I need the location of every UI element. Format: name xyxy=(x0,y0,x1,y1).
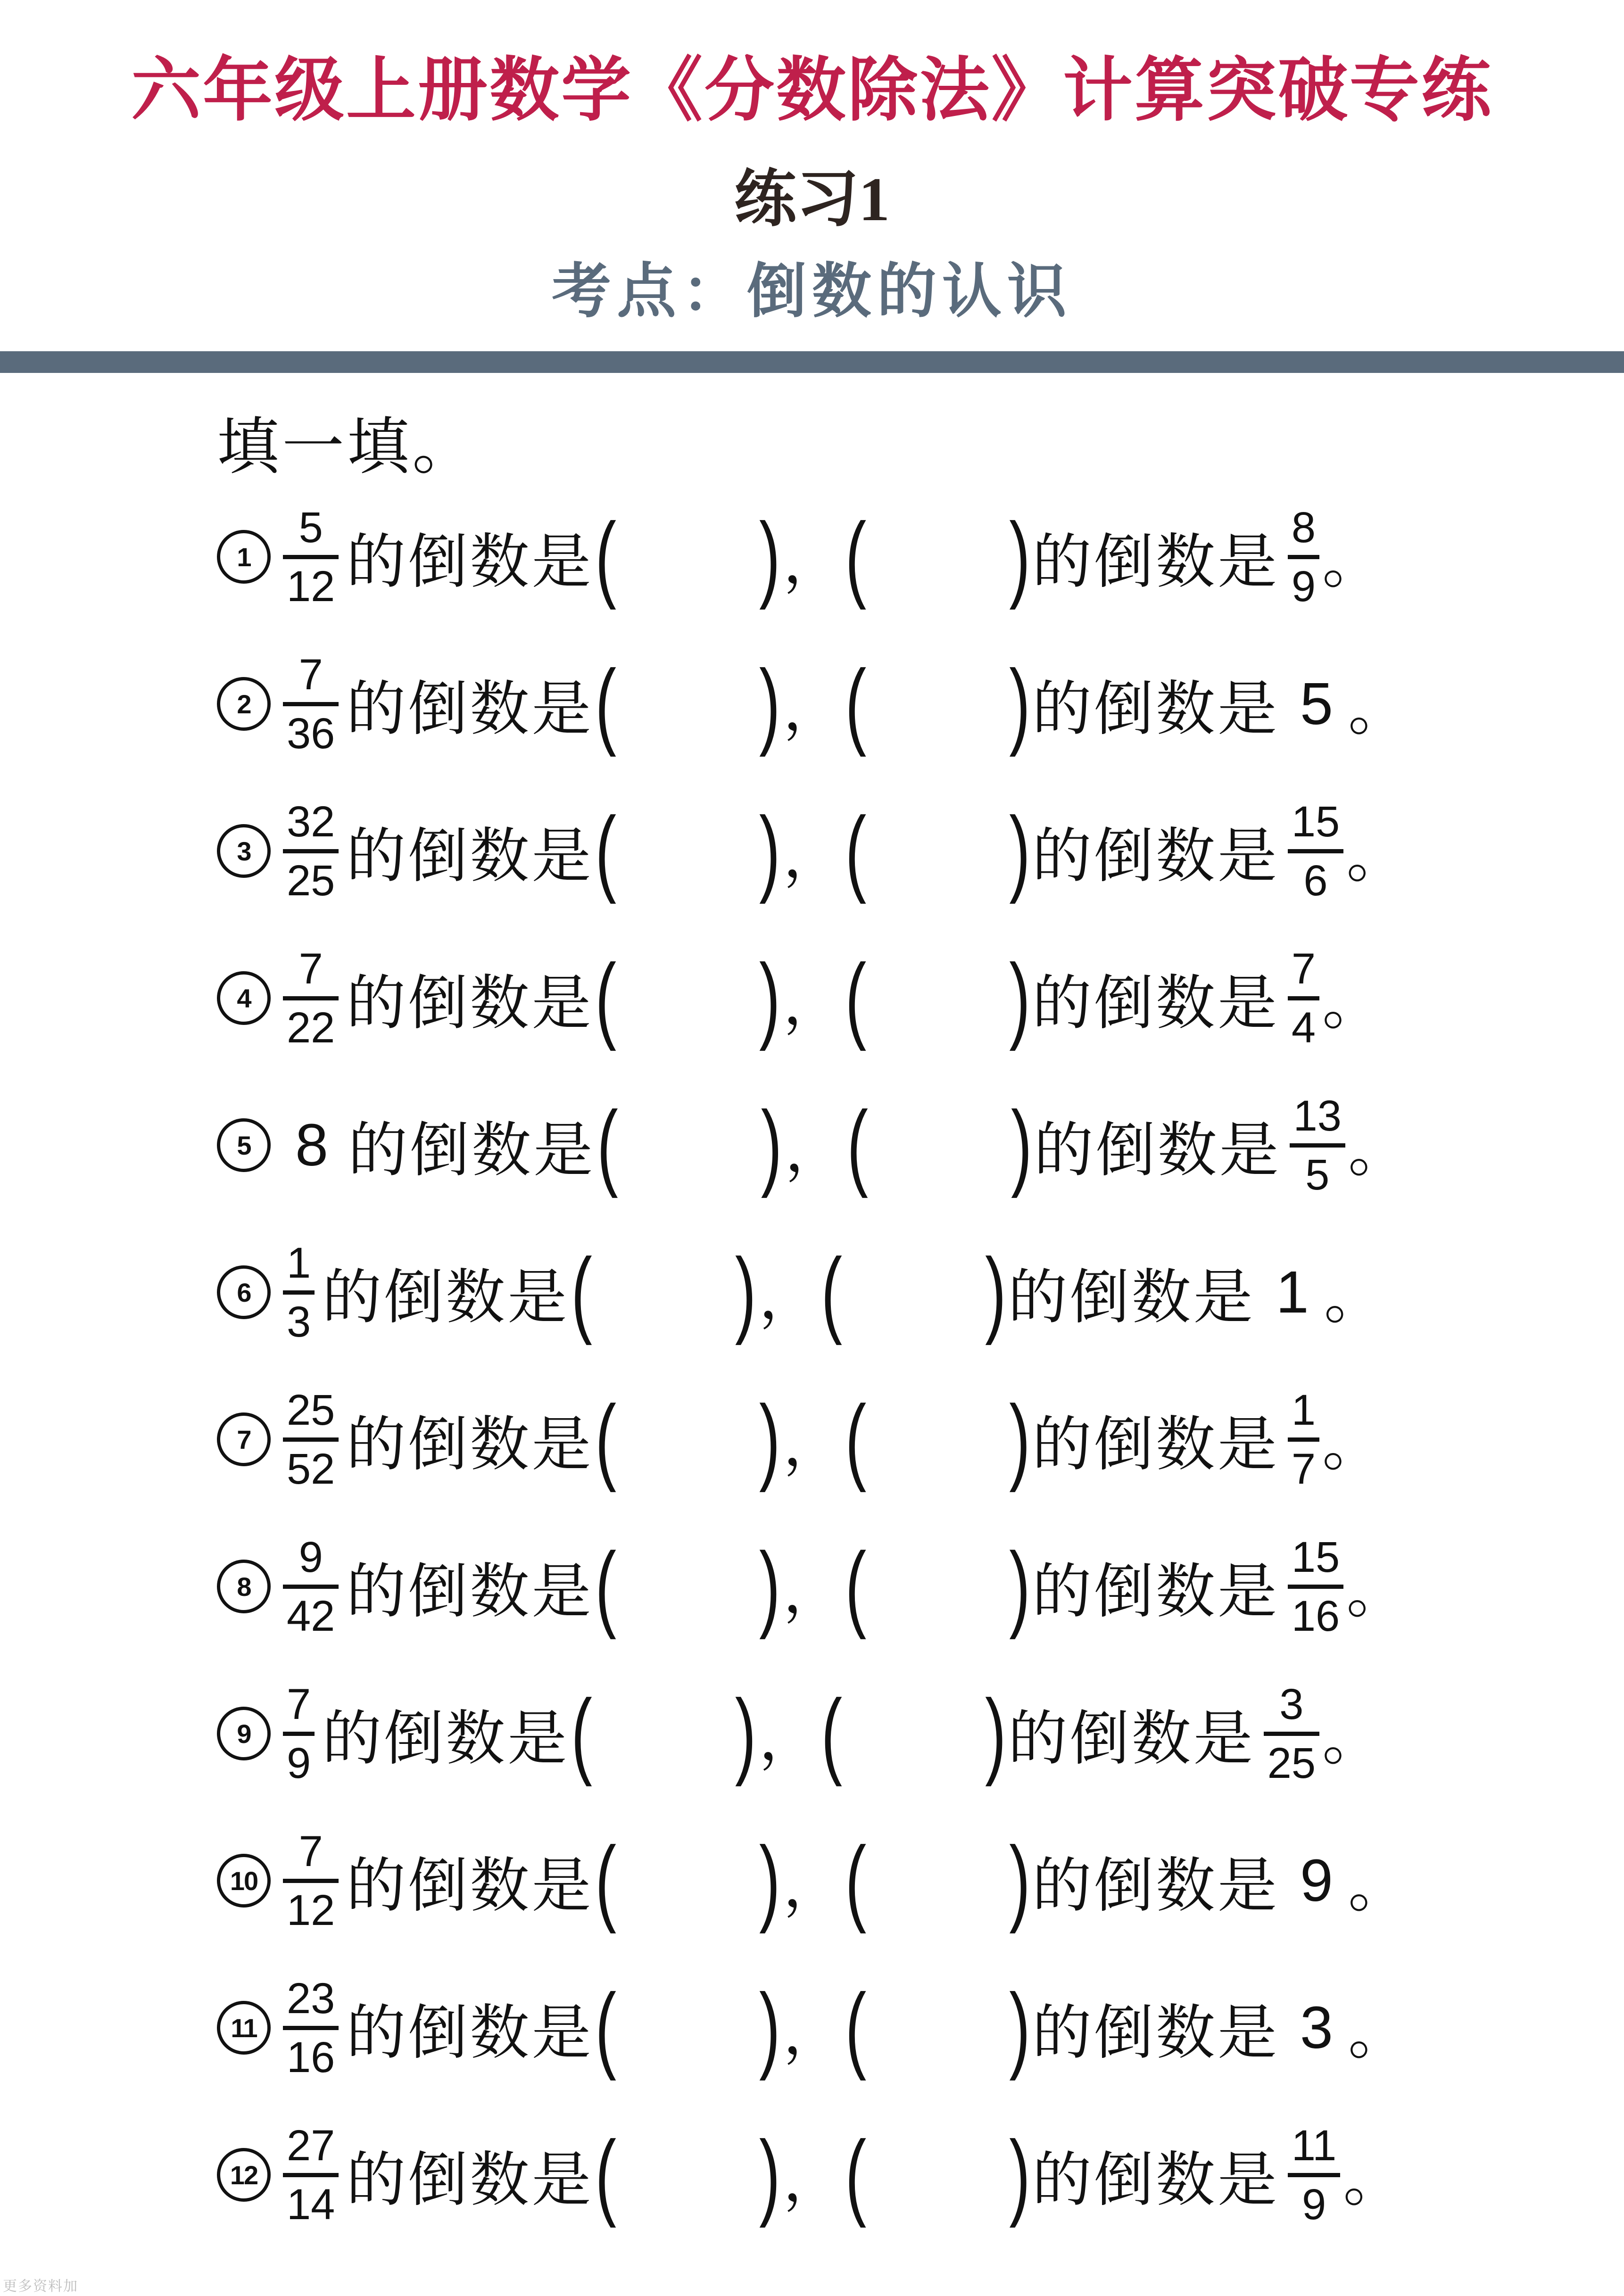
comma-separator: ， xyxy=(783,528,843,595)
reciprocal-text: 的倒数是 xyxy=(346,675,594,742)
open-paren: ( xyxy=(845,945,867,1052)
reciprocal-text: 的倒数是 xyxy=(346,528,594,595)
comma-separator: ， xyxy=(783,675,843,742)
close-paren: ) xyxy=(735,1680,756,1787)
close-paren: ) xyxy=(759,1386,780,1493)
fraction-bar xyxy=(1264,1732,1319,1736)
problem-number-badge: 3 xyxy=(217,824,271,878)
problem-row xyxy=(217,630,1624,777)
reciprocal-text: 的倒数是 xyxy=(1032,1852,1279,1919)
right-operand xyxy=(1288,797,1343,905)
problem-row xyxy=(217,925,1624,1072)
right-operand xyxy=(1288,670,1345,737)
left-operand-fraction xyxy=(283,650,339,758)
left-operand xyxy=(283,1388,339,1491)
right-operand xyxy=(1290,1091,1345,1199)
left-operand-fraction xyxy=(283,797,339,905)
problem-number-badge: 10 xyxy=(217,1854,271,1908)
reciprocal-text: 的倒数是 xyxy=(1032,1411,1279,1478)
exercise-number: 练习1 xyxy=(734,165,890,234)
fraction-numerator: 27 xyxy=(287,2121,335,2170)
reciprocal-text: 的倒数是 xyxy=(322,1264,570,1330)
fraction-bar xyxy=(283,702,339,706)
right-operand xyxy=(1288,944,1319,1052)
problem-number-badge: 1 xyxy=(217,530,271,584)
fraction-bar xyxy=(283,849,339,853)
close-paren: ) xyxy=(1011,1092,1032,1199)
period-mark: 。 xyxy=(1324,1264,1384,1330)
fraction-denominator: 9 xyxy=(1302,2180,1326,2229)
fraction-bar xyxy=(283,996,339,1000)
fraction-numerator: 5 xyxy=(298,503,323,552)
reciprocal-text: 的倒数是 xyxy=(348,1116,596,1183)
reciprocal-text: 的倒数是 xyxy=(346,1558,594,1625)
left-operand-fraction xyxy=(283,1388,339,1491)
comma-separator: ， xyxy=(783,1558,843,1625)
close-paren: ) xyxy=(759,945,780,1052)
problem-row xyxy=(217,1954,1624,2101)
right-operand-integer: 5 xyxy=(1300,670,1333,737)
fraction-numerator: 15 xyxy=(1291,1533,1340,1581)
comma-separator: ， xyxy=(783,2146,843,2213)
left-operand xyxy=(283,1112,340,1179)
fraction-numerator: 3 xyxy=(1279,1680,1304,1728)
open-paren: ( xyxy=(595,945,616,1052)
left-operand-integer: 8 xyxy=(295,1112,329,1179)
left-operand-fraction xyxy=(283,1974,339,2081)
period-mark: 。 xyxy=(1346,1558,1406,1625)
left-operand-fraction xyxy=(283,1241,315,1344)
open-paren: ( xyxy=(821,1239,843,1346)
fraction-numerator: 7 xyxy=(1291,944,1316,993)
open-paren: ( xyxy=(571,1239,592,1346)
reciprocal-text: 的倒数是 xyxy=(1032,675,1279,742)
watermark-text: 更多资料加 xyxy=(3,2279,78,2294)
open-paren: ( xyxy=(597,1092,618,1199)
open-paren: ( xyxy=(595,1827,616,1934)
fraction-numerator: 1 xyxy=(287,1239,311,1287)
right-operand xyxy=(1264,1680,1319,1787)
problem-number-badge: 2 xyxy=(217,677,271,731)
period-mark: 。 xyxy=(1348,1999,1408,2066)
left-operand xyxy=(283,1680,315,1787)
period-mark: 。 xyxy=(1322,528,1382,595)
open-paren: ( xyxy=(595,2122,616,2229)
reciprocal-text: 的倒数是 xyxy=(346,1411,594,1478)
right-operand-fraction xyxy=(1288,1533,1343,1640)
left-operand-fraction xyxy=(283,503,339,611)
period-mark: 。 xyxy=(1322,1705,1382,1772)
fraction-numerator: 32 xyxy=(287,797,335,846)
problem-row xyxy=(217,1513,1624,1660)
problem-number-badge: 7 xyxy=(217,1412,271,1466)
fraction-numerator: 7 xyxy=(287,1680,311,1728)
problem-row xyxy=(217,2101,1624,2248)
open-paren: ( xyxy=(595,504,616,611)
problem-row xyxy=(217,1072,1624,1219)
right-operand xyxy=(1288,503,1319,611)
open-paren: ( xyxy=(595,1386,616,1493)
fraction-bar xyxy=(1288,555,1319,559)
open-paren: ( xyxy=(595,651,616,758)
right-operand xyxy=(1288,1847,1345,1914)
left-operand xyxy=(283,1241,315,1344)
reciprocal-text: 的倒数是 xyxy=(346,969,594,1036)
left-operand xyxy=(283,1974,339,2081)
left-operand xyxy=(283,503,339,611)
comma-separator: ， xyxy=(783,969,843,1036)
period-mark: 。 xyxy=(1348,1116,1408,1183)
fraction-denominator: 12 xyxy=(287,562,335,611)
fraction-bar xyxy=(283,1732,315,1736)
period-mark: 。 xyxy=(1343,2146,1403,2213)
open-paren: ( xyxy=(845,1974,867,2081)
open-paren: ( xyxy=(847,1092,868,1199)
close-paren: ) xyxy=(1009,651,1030,758)
close-paren: ) xyxy=(1009,798,1030,905)
fraction-denominator: 16 xyxy=(1291,1592,1340,1640)
fraction-bar xyxy=(283,2173,339,2177)
reciprocal-text: 的倒数是 xyxy=(1008,1705,1255,1772)
close-paren: ) xyxy=(1009,2122,1030,2229)
problem-number-badge: 4 xyxy=(217,971,271,1025)
right-operand-fraction xyxy=(1288,1388,1319,1491)
right-operand-fraction xyxy=(1288,503,1319,611)
fraction-denominator: 14 xyxy=(287,2180,335,2229)
reciprocal-text: 的倒数是 xyxy=(1032,2146,1279,2213)
worksheet-header xyxy=(0,0,1624,325)
reciprocal-text: 的倒数是 xyxy=(1008,1264,1255,1330)
open-paren: ( xyxy=(595,1533,616,1640)
close-paren: ) xyxy=(761,1092,782,1199)
open-paren: ( xyxy=(845,2122,867,2229)
right-operand xyxy=(1264,1259,1321,1326)
left-operand xyxy=(283,650,339,758)
problem-list xyxy=(217,399,1624,2248)
problem-number-badge: 8 xyxy=(217,1560,271,1613)
close-paren: ) xyxy=(985,1239,1006,1346)
problem-row xyxy=(217,1660,1624,1807)
fraction-bar xyxy=(283,1437,339,1442)
fraction-numerator: 11 xyxy=(1291,2121,1337,2170)
fraction-denominator: 16 xyxy=(287,2033,335,2081)
fraction-bar xyxy=(283,1585,339,1589)
left-operand-fraction xyxy=(283,1680,315,1787)
problem-row xyxy=(217,1366,1624,1513)
fraction-denominator: 9 xyxy=(1291,562,1316,611)
left-operand-fraction xyxy=(283,2121,339,2229)
left-operand-fraction xyxy=(283,1827,339,1934)
left-operand-fraction xyxy=(283,944,339,1052)
reciprocal-text: 的倒数是 xyxy=(346,1999,594,2066)
reciprocal-text: 的倒数是 xyxy=(1032,528,1279,595)
comma-separator: ， xyxy=(783,1852,843,1919)
fraction-bar xyxy=(1288,996,1319,1000)
fraction-bar xyxy=(1288,2173,1341,2177)
right-operand-fraction xyxy=(1264,1680,1319,1787)
fraction-numerator: 23 xyxy=(287,1974,335,2023)
comma-separator: ， xyxy=(785,1116,845,1183)
fraction-denominator: 4 xyxy=(1291,1003,1316,1052)
period-mark: 。 xyxy=(1322,1411,1382,1478)
reciprocal-text: 的倒数是 xyxy=(1032,822,1279,889)
fraction-bar xyxy=(1288,849,1343,853)
problem-number-badge: 6 xyxy=(217,1265,271,1319)
fraction-bar xyxy=(1288,1437,1319,1442)
close-paren: ) xyxy=(759,1827,780,1934)
period-mark: 。 xyxy=(1346,822,1406,889)
problem-row xyxy=(217,1219,1624,1366)
period-mark: 。 xyxy=(1348,675,1408,742)
right-operand-integer: 1 xyxy=(1276,1259,1309,1326)
close-paren: ) xyxy=(1009,504,1030,611)
close-paren: ) xyxy=(759,504,780,611)
open-paren: ( xyxy=(845,1533,867,1640)
right-operand xyxy=(1288,1388,1319,1491)
close-paren: ) xyxy=(1009,945,1030,1052)
close-paren: ) xyxy=(1009,1974,1030,2081)
problem-number-badge: 9 xyxy=(217,1707,271,1760)
reciprocal-text: 的倒数是 xyxy=(1032,969,1279,1036)
fraction-denominator: 6 xyxy=(1303,856,1328,905)
close-paren: ) xyxy=(759,651,780,758)
fraction-denominator: 12 xyxy=(287,1886,335,1934)
fraction-bar xyxy=(1288,1585,1343,1589)
open-paren: ( xyxy=(571,1680,592,1787)
comma-separator: ， xyxy=(783,1411,843,1478)
open-paren: ( xyxy=(845,1827,867,1934)
reciprocal-text: 的倒数是 xyxy=(1032,1999,1279,2066)
close-paren: ) xyxy=(759,1974,780,2081)
right-operand-fraction xyxy=(1288,2121,1341,2229)
left-operand xyxy=(283,2121,339,2229)
fraction-numerator: 1 xyxy=(1291,1386,1316,1434)
reciprocal-text: 的倒数是 xyxy=(346,822,594,889)
open-paren: ( xyxy=(821,1680,843,1787)
reciprocal-text: 的倒数是 xyxy=(1034,1116,1281,1183)
fraction-bar xyxy=(283,2026,339,2030)
fraction-numerator: 7 xyxy=(298,650,323,699)
comma-separator: ， xyxy=(759,1705,819,1772)
fraction-numerator: 13 xyxy=(1293,1091,1342,1140)
right-operand-integer: 9 xyxy=(1300,1847,1333,1914)
page-title: 六年级上册数学《分数除法》计算突破专练 xyxy=(131,52,1493,130)
fraction-denominator: 25 xyxy=(1267,1739,1316,1787)
fraction-denominator: 42 xyxy=(287,1592,335,1640)
left-operand xyxy=(283,1827,339,1934)
fraction-numerator: 7 xyxy=(298,944,323,993)
period-mark: 。 xyxy=(1348,1852,1408,1919)
close-paren: ) xyxy=(759,2122,780,2229)
right-operand-fraction xyxy=(1290,1091,1345,1199)
fraction-bar xyxy=(283,555,339,559)
fraction-bar xyxy=(1290,1143,1345,1148)
fraction-numerator: 25 xyxy=(287,1386,335,1434)
fraction-numerator: 7 xyxy=(298,1827,323,1875)
problem-number-badge: 12 xyxy=(217,2148,271,2202)
right-operand xyxy=(1288,1533,1343,1640)
comma-separator: ， xyxy=(783,1999,843,2066)
right-operand xyxy=(1288,2121,1341,2229)
right-operand-fraction xyxy=(1288,944,1319,1052)
fraction-denominator: 3 xyxy=(287,1297,311,1346)
reciprocal-text: 的倒数是 xyxy=(322,1705,570,1772)
topic-line: 考点：倒数的认识 xyxy=(552,259,1072,325)
close-paren: ) xyxy=(985,1680,1006,1787)
fraction-denominator: 36 xyxy=(287,709,335,758)
left-operand xyxy=(283,797,339,905)
fraction-denominator: 25 xyxy=(287,856,335,905)
fraction-bar xyxy=(283,1290,315,1295)
comma-separator: ， xyxy=(759,1264,819,1330)
right-operand-integer: 3 xyxy=(1300,1994,1333,2061)
problem-rows xyxy=(217,483,1624,2248)
open-paren: ( xyxy=(595,1974,616,2081)
close-paren: ) xyxy=(1009,1827,1030,1934)
comma-separator: ， xyxy=(783,822,843,889)
fraction-denominator: 52 xyxy=(287,1445,335,1493)
open-paren: ( xyxy=(595,798,616,905)
open-paren: ( xyxy=(845,651,867,758)
reciprocal-text: 的倒数是 xyxy=(346,2146,594,2213)
fraction-numerator: 9 xyxy=(298,1533,323,1581)
problem-number-badge: 5 xyxy=(217,1118,271,1172)
reciprocal-text: 的倒数是 xyxy=(1032,1558,1279,1625)
reciprocal-text: 的倒数是 xyxy=(346,1852,594,1919)
close-paren: ) xyxy=(1009,1386,1030,1493)
fraction-denominator: 22 xyxy=(287,1003,335,1052)
fraction-denominator: 5 xyxy=(1305,1150,1330,1199)
fraction-numerator: 8 xyxy=(1291,503,1316,552)
close-paren: ) xyxy=(735,1239,756,1346)
problem-row xyxy=(217,777,1624,925)
divider-bar xyxy=(0,351,1624,373)
close-paren: ) xyxy=(759,798,780,905)
fraction-denominator: 7 xyxy=(1291,1445,1316,1493)
problem-number-badge: 11 xyxy=(217,2001,271,2055)
problem-row xyxy=(217,1807,1624,1954)
left-operand xyxy=(283,1533,339,1640)
close-paren: ) xyxy=(1009,1533,1030,1640)
open-paren: ( xyxy=(845,798,867,905)
left-operand-fraction xyxy=(283,1533,339,1640)
fraction-denominator: 9 xyxy=(287,1739,311,1787)
fraction-bar xyxy=(283,1879,339,1883)
close-paren: ) xyxy=(759,1533,780,1640)
fraction-numerator: 15 xyxy=(1291,797,1340,846)
open-paren: ( xyxy=(845,1386,867,1493)
open-paren: ( xyxy=(845,504,867,611)
problem-row xyxy=(217,483,1624,630)
period-mark: 。 xyxy=(1322,969,1382,1036)
right-operand xyxy=(1288,1994,1345,2061)
left-operand xyxy=(283,944,339,1052)
right-operand-fraction xyxy=(1288,797,1343,905)
section-prompt: 填一填。 xyxy=(217,412,477,482)
